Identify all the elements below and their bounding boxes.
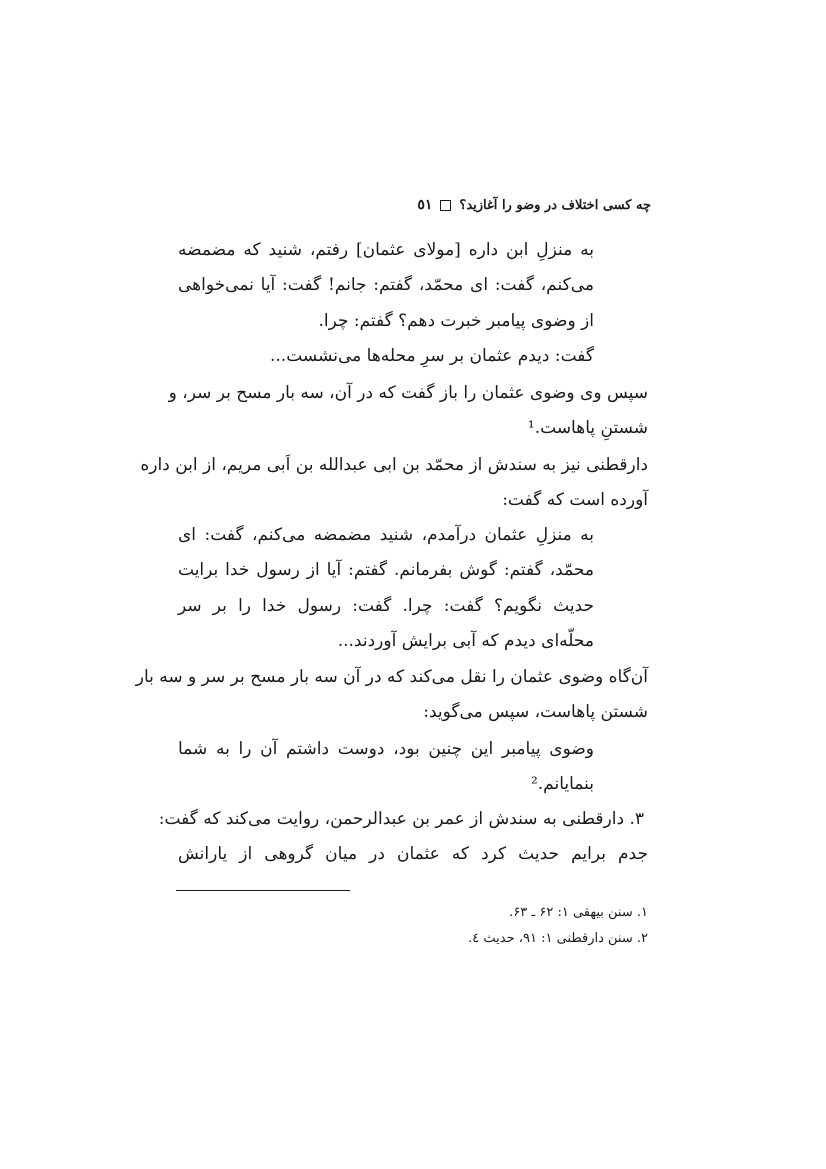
text-line: ۳. دارقطنی به سندش از عمر بن عبدالرحمن، روایت می‌کند که گفت: xyxy=(158,809,644,829)
text-line: محمّد، گفتم: گوش بفرمانم. گفتم: آیا از رسول خدا برایت xyxy=(178,560,594,580)
text-line: از وضوی پیامبر خبرت دهم؟ گفتم: چرا. xyxy=(318,311,594,331)
text-line: حدیث نگویم؟ گفت: چرا. گفت: رسول خدا را بر سر xyxy=(178,596,594,616)
footnote: ۱. سنن بیهقی ۱: ۶۲ ـ ۶۳. xyxy=(509,905,648,920)
square-bullet-icon xyxy=(440,200,451,211)
text-line: گفت: دیدم عثمان بر سرِ محله‌ها می‌نشست... xyxy=(270,346,594,366)
text-line: جدم برایم حدیث کرد که عثمان در میان گروهی از یارانش xyxy=(178,844,648,864)
running-header xyxy=(175,193,651,217)
text-line: محلّه‌ای دیدم که آبی برایش آوردند... xyxy=(337,631,594,651)
text-line: شستن پاهاست، سپس می‌گوید: xyxy=(423,702,648,722)
page-number: ٥١ xyxy=(417,197,433,213)
text-line: به منزلِ عثمان درآمدم، شنید مضمضه می‌کنم، گفت: ای xyxy=(178,525,594,545)
chapter-title: چه کسی اختلاف در وضو را آغازید؟ xyxy=(459,197,651,213)
text-line: سپس وی وضوی عثمان را باز گفت که در آن، سه بار مسح بر سر، و xyxy=(168,383,648,403)
text-line: دارقطنی نیز به سندش از محمّد بن ابی عبدالله بن اَبی مریم، از ابن داره xyxy=(140,455,648,475)
text-line: شستنِ پاهاست.¹ xyxy=(527,418,648,438)
text-line: بنمایانم.² xyxy=(530,774,594,794)
text-line: آن‌گاه وضوی عثمان را نقل می‌کند که در آن سه بار مسح بر سر و سه بار xyxy=(135,667,648,687)
footnote: ۲. سنن دارقطنی ۱: ۹۱، حدیث ٤. xyxy=(468,931,648,946)
text-line: به منزلِ ابن داره [مولای عثمان] رفتم، شنید که مضمضه xyxy=(178,240,594,260)
text-line: وضوی پیامبر این چنین بود، دوست داشتم آن را به شما xyxy=(178,739,594,759)
text-line: می‌کنم، گفت: ای محمّد، گفتم: جانم! گفت: آیا نمی‌خواهی xyxy=(178,275,594,295)
footnote-separator xyxy=(176,890,350,891)
text-line: آورده است که گفت: xyxy=(502,490,648,510)
